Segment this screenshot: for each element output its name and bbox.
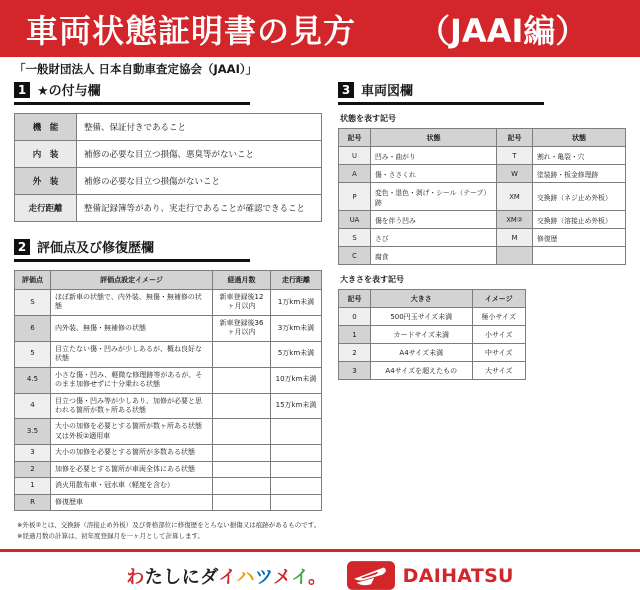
table-cell	[271, 461, 322, 477]
table-row	[15, 315, 322, 341]
table-cell: 大サイズ	[472, 362, 525, 380]
slogan-char: 。	[308, 566, 327, 588]
table-cell: 小サイズ	[472, 326, 525, 344]
section3-number-badge: 3	[338, 82, 354, 98]
table-cell: 新車登録後12ヶ月以内	[213, 290, 271, 316]
table-cell	[271, 478, 322, 494]
column-header: 評価点設定イメージ	[51, 271, 213, 290]
column-header: 経過月数	[213, 271, 271, 290]
column-header: 走行距離	[271, 271, 322, 290]
table-row	[339, 229, 626, 247]
table-cell: 4.5	[15, 367, 51, 393]
table-cell: UA	[339, 211, 371, 229]
table-cell: S	[339, 229, 371, 247]
table-cell: 1	[339, 326, 371, 344]
section2-title: 評価点及び修復歴欄	[37, 241, 155, 256]
table-cell: W	[497, 165, 533, 183]
table-cell: 補修の必要な目立つ損傷、悪臭等がないこと	[77, 141, 322, 168]
table-cell	[271, 494, 322, 510]
table-cell: 内 装	[15, 141, 77, 168]
table-row	[15, 478, 322, 494]
table-row	[339, 165, 626, 183]
footnotes	[17, 520, 640, 542]
table-cell: 割れ・亀裂・穴	[533, 147, 626, 165]
table-cell: 塗装跡・板金修理跡	[533, 165, 626, 183]
table-cell: A4サイズを超えたもの	[371, 362, 473, 380]
table-row	[339, 147, 626, 165]
main-content	[0, 80, 640, 511]
table-row	[339, 344, 526, 362]
table-cell	[213, 461, 271, 477]
table-cell: 補修の必要な目立つ損傷がないこと	[77, 168, 322, 195]
table-row	[339, 326, 526, 344]
section1-number-badge: 1	[14, 82, 30, 98]
column-header: 記号	[339, 290, 371, 308]
condition-symbols-label: 状態を表す記号	[340, 114, 396, 123]
table-cell: 2	[15, 461, 51, 477]
table-cell: 新車登録後36ヶ月以内	[213, 315, 271, 341]
table-cell: U	[339, 147, 371, 165]
table-cell: 15万km未満	[271, 393, 322, 419]
table-cell: 極小サイズ	[472, 308, 525, 326]
table-cell	[213, 445, 271, 461]
star-criteria-table	[14, 113, 322, 222]
column-header: 状態	[371, 129, 497, 147]
table-row	[15, 367, 322, 393]
table-row	[339, 308, 526, 326]
table-cell: 加修を必要とする箇所が車両全体にある状態	[51, 461, 213, 477]
table-cell: 4	[15, 393, 51, 419]
table-cell: M	[497, 229, 533, 247]
table-cell: 整備、保証付きであること	[77, 114, 322, 141]
table-cell	[533, 247, 626, 265]
slogan-char: わ	[126, 566, 145, 588]
table-cell: 交換跡（ネジ止め外板）	[533, 183, 626, 211]
table-cell: 3.5	[15, 419, 51, 445]
table-cell: S	[15, 290, 51, 316]
table-row	[15, 168, 322, 195]
table-cell: 消火用散布車・冠水車（軽度を含む）	[51, 478, 213, 494]
column-header: イメージ	[472, 290, 525, 308]
page-title-edition: （JAAI編）	[418, 11, 588, 50]
table-cell	[213, 478, 271, 494]
table-cell: 傷を伴う凹み	[371, 211, 497, 229]
table-row	[15, 290, 322, 316]
slogan-char: イ	[218, 566, 237, 588]
table-cell: 走行距離	[15, 195, 77, 222]
table-row	[339, 362, 526, 380]
section1-title: ★の付与欄	[37, 84, 101, 99]
table-row	[15, 461, 322, 477]
table-cell	[271, 445, 322, 461]
table-cell: 5	[15, 341, 51, 367]
table-cell: C	[339, 247, 371, 265]
table-cell: 目立たない傷・凹みが少しあるが、概ね良好な状態	[51, 341, 213, 367]
slogan-char: ハ	[236, 566, 255, 588]
footnote-line: ※外板②とは、交換跡（溶接止め外板）及び骨格部位に修復歴をとらない損傷又は痕跡があるものです。	[17, 521, 321, 529]
table-cell	[213, 341, 271, 367]
table-cell: P	[339, 183, 371, 211]
size-symbols-table	[338, 289, 526, 380]
table-cell: 中サイズ	[472, 344, 525, 362]
daihatsu-wordmark: DAIHATSU	[402, 564, 514, 587]
slogan-char: し	[163, 566, 182, 588]
slogan-char: た	[144, 566, 164, 588]
table-row	[15, 393, 322, 419]
table-cell: さび	[371, 229, 497, 247]
column-header: 大きさ	[371, 290, 473, 308]
table-cell: 1	[15, 478, 51, 494]
table-cell: 腐食	[371, 247, 497, 265]
condition-symbols-table	[338, 128, 626, 265]
table-row	[15, 494, 322, 510]
table-row	[339, 247, 626, 265]
slogan-char: イ	[291, 566, 309, 588]
table-cell: 内外装、無傷・無補修の状態	[51, 315, 213, 341]
table-row	[15, 141, 322, 168]
section2-header	[14, 237, 250, 262]
table-row	[15, 114, 322, 141]
header-bar	[0, 0, 640, 57]
table-cell: A	[339, 165, 371, 183]
table-cell: 大小の加修を必要とする箇所が数ヶ所ある状態又は外板②適用車	[51, 419, 213, 445]
table-cell: 大小の加修を必要とする箇所が多数ある状態	[51, 445, 213, 461]
table-cell: ほぼ新車の状態で、内外装、無傷・無補修の状態	[51, 290, 213, 316]
table-cell: 修復歴車	[51, 494, 213, 510]
table-cell: 目立つ傷・凹み等が少しあり、加修が必要と思われる箇所が数ヶ所ある状態	[51, 393, 213, 419]
evaluation-score-table	[14, 270, 322, 511]
table-cell: T	[497, 147, 533, 165]
table-cell: 傷・ささくれ	[371, 165, 497, 183]
table-cell: 変色・退色・剥げ・シール（テープ）跡	[371, 183, 497, 211]
table-row	[339, 211, 626, 229]
table-cell: 小さな傷・凹み、軽微な修理跡等があるが、そのまま加修せずに十分乗れる状態	[51, 367, 213, 393]
table-cell: 500円玉サイズ未満	[371, 308, 473, 326]
table-cell: 外 装	[15, 168, 77, 195]
table-row	[15, 419, 322, 445]
column-header: 記号	[497, 129, 533, 147]
table-cell: 3	[15, 445, 51, 461]
table-cell: 3万km未満	[271, 315, 322, 341]
right-column	[338, 80, 626, 511]
table-cell: 0	[339, 308, 371, 326]
table-cell	[271, 419, 322, 445]
table-cell	[497, 247, 533, 265]
slogan-char: ダ	[200, 566, 219, 588]
slogan-char: に	[181, 566, 201, 588]
table-cell: 整備記録簿等があり、実走行であることが確認できること	[77, 195, 322, 222]
table-cell	[213, 393, 271, 419]
column-header: 記号	[339, 129, 371, 147]
table-cell: 6	[15, 315, 51, 341]
table-cell	[213, 494, 271, 510]
table-cell: 10万km未満	[271, 367, 322, 393]
table-cell: R	[15, 494, 51, 510]
table-cell: 凹み・曲がり	[371, 147, 497, 165]
section2-number-badge: 2	[14, 239, 30, 255]
size-symbols-label: 大きさを表す記号	[340, 275, 404, 284]
table-row	[15, 195, 322, 222]
page-title: 車両状態証明書の見方	[26, 11, 357, 50]
column-header: 評価点	[15, 271, 51, 290]
table-cell: XM	[497, 183, 533, 211]
footnote-line: ※経過月数の計算は、初年度登録月を一ヶ月として計算します。	[17, 532, 204, 541]
left-column	[14, 80, 322, 511]
table-cell	[213, 367, 271, 393]
section1-header	[14, 80, 250, 105]
table-cell: A4サイズ未満	[371, 344, 473, 362]
table-row	[339, 183, 626, 211]
section3-header	[338, 80, 544, 105]
table-cell	[213, 419, 271, 445]
table-cell: 交換跡（溶接止め外板）	[533, 211, 626, 229]
slogan-char: メ	[273, 566, 292, 588]
table-cell: 修復歴	[533, 229, 626, 247]
table-cell: 5万km未満	[271, 341, 322, 367]
table-row	[15, 341, 322, 367]
column-header: 状態	[533, 129, 626, 147]
daihatsu-slogan	[126, 563, 326, 589]
section3-title: 車両図欄	[361, 84, 414, 99]
daihatsu-emblem-icon	[347, 561, 395, 590]
table-cell: カードサイズ未満	[371, 326, 473, 344]
issuer-subtitle: 「一般財団法人 日本自動車査定協会（JAAI）」	[14, 62, 258, 76]
slogan-char: ツ	[254, 566, 274, 588]
table-cell: 1万km未満	[271, 290, 322, 316]
table-cell: XM②	[497, 211, 533, 229]
table-cell: 機 能	[15, 114, 77, 141]
footer	[0, 552, 640, 590]
table-cell: 2	[339, 344, 371, 362]
table-row	[15, 445, 322, 461]
table-cell: 3	[339, 362, 371, 380]
daihatsu-logo	[347, 561, 514, 590]
